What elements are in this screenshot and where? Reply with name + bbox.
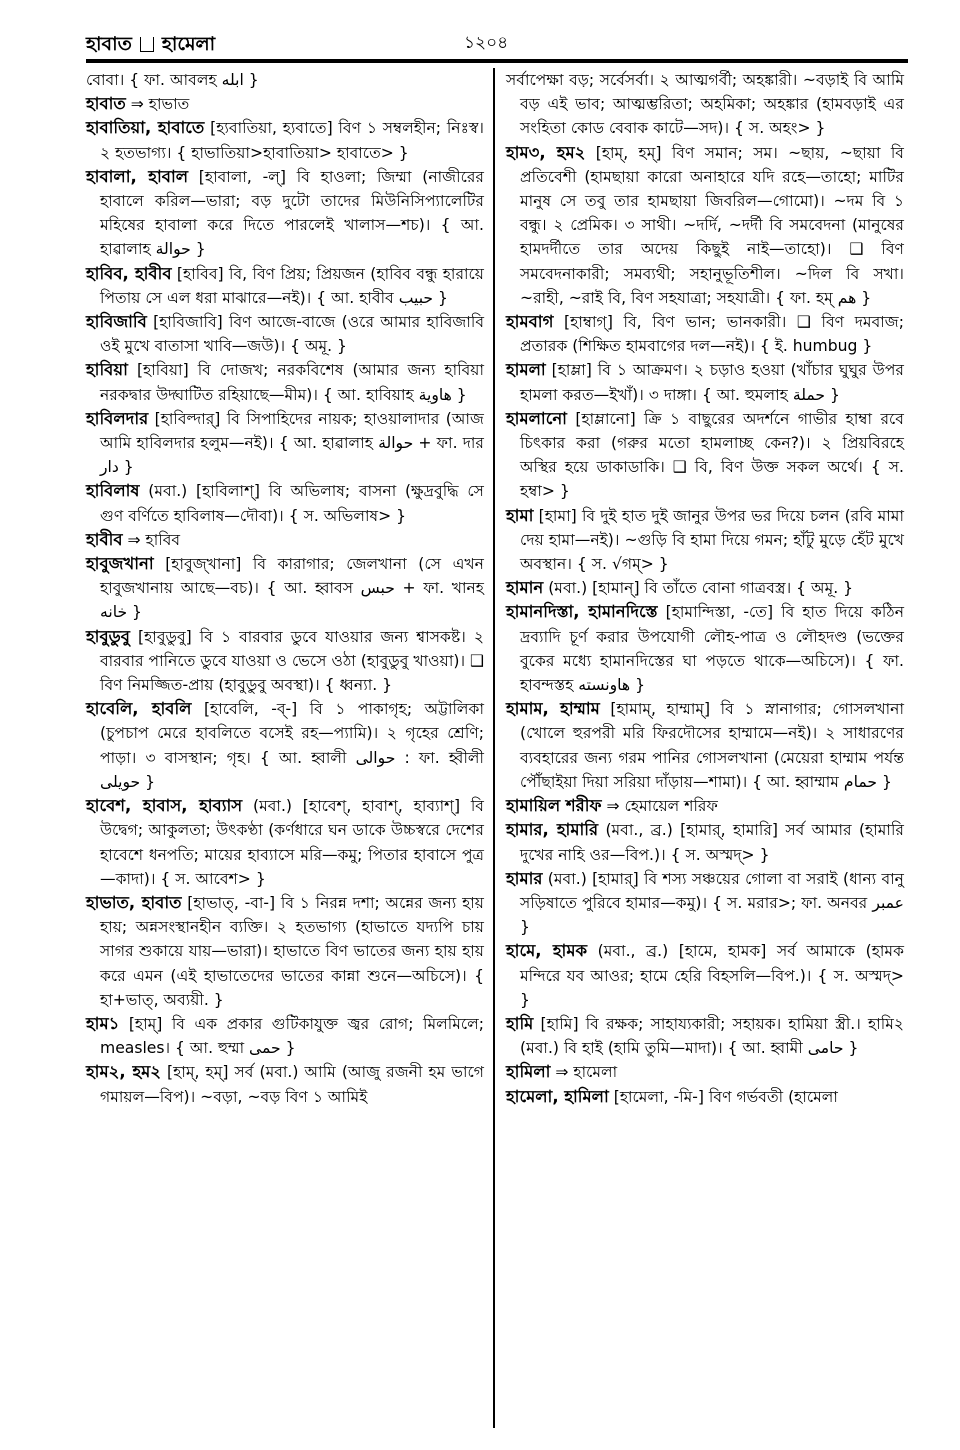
entry-headword: হাবিজাবি bbox=[86, 312, 147, 332]
entry-headword: হাবাত bbox=[86, 94, 126, 114]
entry-definition: [হামান্দিস্তা, -তে] বি হাত দিয়ে কঠিন দ্রব্যাদি চূর্ণ করার উপযোগী লৌহ-পাত্র ও লৌহদণ্ড (ভক্তের বুকের মধ্যে হামানদিস্তের ঘা পড়তে থাকে—অচিসে)। { ফা. হাবন্দস্তহ هاونسته } bbox=[520, 603, 904, 695]
entry-headword: হামা bbox=[506, 505, 534, 525]
entry-definition: (মবা.) [হাবেশ্, হাবাশ্, হাব্যাশ্] বি উদ্বেগ; আকুলতা; উৎকণ্ঠা (কর্ণধারে ঘন ডাকে উচ্চস্বরে দেশের হাবেশে ধনপতি; মায়ের হাব্যাসে মরি—কমু; পিতার হাবাসে পুত্র—কাদা)। { স. আবেশ> } bbox=[100, 797, 484, 888]
entry-headword: হামবাগ bbox=[506, 312, 554, 332]
entry-headword: হাম৩, হম২ bbox=[506, 142, 586, 162]
entry-definition: সর্বাপেক্ষা বড়; সর্বেসর্বা। ২ আত্মগর্বী; অহঙ্কারী। ~বড়াই বি আমি বড় এই ভাব; আত্মম্ভরিতা; অহমিকা; অহঙ্কার (হামবড়াই এর সংহিতা কোড বেবাক কাটে—সদ)। { স. অহং> } bbox=[506, 71, 904, 138]
entry-definition: [হাবেলি, -ব্-] বি ১ পাকাগৃহ; অট্টালিকা (চুপচাপ মেরে হাবলিতে বসেই রহ—প্যামি)। ২ গৃহের শ্রেণি; পাড়া। ৩ বাসস্থান; গৃহ। { আ. হ্বালী حوالی : ফা. হ্বীলী حويلی } bbox=[100, 700, 484, 791]
page-number: ১২০৪ bbox=[464, 33, 509, 53]
entry-definition: [হামা] বি দুই হাত দুই জানুর উপর ভর দিয়ে চলন (রবি মামা দেয় হামা—নই)। ~গুড়ি বি হামা দিয়ে গমন; হাঁটু মুড়ে হেঁট মুখে অবস্থান। { স. √গম্> } bbox=[520, 506, 904, 574]
entry-headword: হামলানো bbox=[506, 408, 567, 428]
dictionary-entry bbox=[86, 358, 484, 406]
entry-headword: হামেলা, হামিলা bbox=[506, 1086, 609, 1106]
entry-headword: হামি bbox=[506, 1013, 534, 1033]
dictionary-entry bbox=[86, 165, 484, 262]
dictionary-entry bbox=[86, 68, 484, 92]
entry-headword: হাবেলি, হাবলি bbox=[86, 699, 192, 719]
right-column bbox=[506, 68, 904, 1109]
dictionary-entry bbox=[506, 504, 904, 577]
dictionary-entry bbox=[86, 625, 484, 698]
entry-headword: হামার bbox=[506, 868, 543, 888]
header-rule bbox=[86, 59, 908, 63]
entry-headword: হাবীব bbox=[86, 529, 123, 549]
left-column bbox=[86, 68, 484, 1109]
entry-headword: হামে, হামক bbox=[506, 941, 588, 961]
entry-definition: (মবা.) [হাবিলাশ্] বি অভিলাষ; বাসনা (ক্ষুদ্রবুদ্ধি সে গুণ বর্ণিতে হাবিলাষ—দৌবা)। { স. অভিলাষ> } bbox=[100, 482, 484, 525]
entry-headword: হাবিব, হাবীব bbox=[86, 263, 172, 283]
dictionary-page bbox=[86, 26, 906, 1106]
dictionary-entry bbox=[506, 68, 904, 141]
entry-definition: [হাম্লা] বি ১ আক্রমণ। ২ চড়াও হওয়া (খাঁচার ঘুঘুর উপর হামলা করত—ইখাঁ)। ৩ দাঙ্গা। { আ. হুমলাহ حملة } bbox=[520, 361, 904, 404]
entry-definition: [হাম্বাগ্] বি, বিণ ভান; ভানকারী। ❑ বিণ দমবাজ; প্রতারক (শিক্ষিত হামবাগের দল—নই)। { ই. humbug } bbox=[520, 313, 904, 356]
column-divider bbox=[493, 68, 495, 1428]
dictionary-entry bbox=[86, 891, 484, 1012]
entry-headword: হাবিলাষ bbox=[86, 481, 140, 501]
entry-definition: [হাবুডুবু] বি ১ বারবার ডুবে যাওয়ার জন্য শ্বাসকষ্ট। ২ বারবার পানিতে ডুবে যাওয়া ও ভেসে ওঠা (হাবুডুবু খাওয়া)। ❑ বিণ নিমজ্জিত-প্রায় (হাবুডুবু অবস্থা)। { ধ্বন্যা. } bbox=[100, 627, 484, 695]
entry-headword: হাম২, হম২ bbox=[86, 1062, 161, 1082]
dictionary-entry bbox=[506, 939, 904, 1012]
entry-headword: হামায়িল শরীফ bbox=[506, 796, 602, 816]
dictionary-entry bbox=[86, 552, 484, 625]
dictionary-entry bbox=[86, 407, 484, 480]
entry-definition: [হামি] বি রক্ষক; সাহায্যকারী; সহায়ক। হামিয়া স্ত্রী.। হামি২ (মবা.) বি হাই (হামি তুমি—মাদা)। { আ. হ্বামী حامی } bbox=[520, 1014, 904, 1058]
dictionary-entry bbox=[86, 697, 484, 794]
entry-definition: ⇒ হামেলা bbox=[555, 1063, 618, 1082]
entry-definition: [হাম্, হম্] বিণ সমান; সম। ~ছায়, ~ছায়া বি প্রতিবেশী (হামছায়া কারো অনাহারে যদি রহে—তাহো; মাটির মানুষ সে তবু তার হামছায়া জিবরিল—গোমো)। ~দম বি ১ বন্ধু। ২ প্রেমিক। ৩ সাথী। ~দর্দি, ~দর্দী বি সমবেদনা (মানুষের হামদর্দীতে তার অদেয় কিছুই নাই—তাহো)। ❑ বিণ সমবেদনাকারী; সমব্যথী; সহানুভূতিশীল। ~দিল বি সখা। ~রাহী, ~রাই বি, বিণ সহযাত্রা; সহযাত্রী। { ফা. হম্ هم } bbox=[520, 143, 904, 307]
separator-box-icon bbox=[140, 37, 154, 52]
dictionary-entry bbox=[506, 576, 904, 600]
guide-word-last: হামেলা bbox=[161, 33, 216, 55]
entry-definition: (মবা., ব্র.) [হামার্, হামারি] সর্ব আমার (হামারি দুখের নাহি ওর—বিপ.)। { স. অস্মদ্> } bbox=[520, 821, 904, 864]
dictionary-entry bbox=[506, 697, 904, 794]
dictionary-entry bbox=[506, 818, 904, 866]
entry-headword: হামান bbox=[506, 578, 544, 598]
entry-headword: হাবালা, হাবাল bbox=[86, 166, 189, 186]
dictionary-entry bbox=[86, 262, 484, 310]
dictionary-entry bbox=[506, 1085, 904, 1109]
dictionary-entry bbox=[506, 407, 904, 504]
entry-headword: হামার, হামারি bbox=[506, 820, 599, 840]
entry-definition: [হাবিয়া] বি দোজখ; নরকবিশেষ (আমার জন্য হাবিয়া নরকদ্বার উদ্ঘাটিত রহিয়াছে—মীম)। { আ. হাবিয়াহ هاوية } bbox=[100, 361, 484, 404]
entry-definition: (মবা.) [হামার্] বি শস্য সঞ্চয়ের গোলা বা সরাই (ধান্য বানু সড়িষাতে পুরিবে হামার—কমু)। { স. মরার>; ফা. অনবর عمبر } bbox=[520, 869, 904, 937]
entry-headword: হাবুডুবু bbox=[86, 626, 130, 646]
dictionary-entry bbox=[86, 92, 484, 116]
dictionary-entry bbox=[86, 1060, 484, 1108]
dictionary-entry bbox=[506, 141, 904, 310]
entry-definition: [হাম্] বি এক প্রকার গুটিকাযুক্ত জ্বর রোগ; মিলমিলে; measles। { আ. হুম্মা حمی } bbox=[100, 1014, 484, 1058]
page-header bbox=[86, 26, 906, 58]
guide-words bbox=[86, 30, 215, 62]
entry-headword: হাম১ bbox=[86, 1013, 120, 1033]
entry-headword: হামিলা bbox=[506, 1062, 551, 1082]
entry-definition: [হাবুজ্খানা] বি কারাগার; জেলখানা (সে এখন হাবুজখানায় আছে—বচ)। { আ. হ্বাবস حبس + ফা. খানহ خانه } bbox=[100, 555, 485, 622]
dictionary-entry bbox=[506, 1060, 904, 1084]
dictionary-entry bbox=[86, 1012, 484, 1060]
entry-definition: (মবা., ব্র.) [হামে, হামক] সর্ব আমাকে (হামক মন্দিরে যব আওর; হামে হেরি বিহসলি—বিপ.)। { স. অস্মদ্> } bbox=[520, 942, 904, 1009]
entry-definition: [হাবিব] বি, বিণ প্রিয়; প্রিয়জন (হাবিব বন্ধু হারায়ে পিতায় সে এল ধরা মাঝারে—নই)। { আ. হাবীব حبيب } bbox=[100, 264, 484, 307]
dictionary-entry bbox=[86, 116, 484, 164]
entry-headword: হামাম, হাম্মাম bbox=[506, 699, 600, 719]
dictionary-entry bbox=[86, 479, 484, 527]
entry-definition: [হ্যবাতিয়া, হ্যবাতে] বিণ ১ সম্বলহীন; নিঃস্ব। ২ হতভাগ্য। { হাভাতিয়া>হাবাতিয়া> হাবাতে> } bbox=[100, 119, 484, 162]
entry-definition: (মবা.) [হামান্] বি তাঁতে বোনা গাত্রবস্ত্র। { অমূ. } bbox=[548, 579, 854, 598]
entry-definition: [হাভাত্, -বা-] বি ১ নিরন্ন দশা; অন্নের জন্য হায় হায়; অন্নসংস্থানহীন ব্যক্তি। ২ হতভাগ্য (হাভাতে যদ্যপি চায় সাগর শুকায়ে যায়—ভারা)। হাভাতে বিণ ভাতের জন্য হায় হায় করে এমন (এই হাভাতেদের ভাতের কান্না শুনে—অচিসে)। { হা+ভাত্, অব্যয়ী. } bbox=[100, 893, 484, 1009]
dictionary-entry bbox=[86, 310, 484, 358]
dictionary-entry bbox=[506, 310, 904, 358]
entry-definition: [হাম্, হম্] সর্ব (মবা.) আমি (আজু রজনী হম ভাগে গমায়ল—বিপ)। ~বড়া, ~বড় বিণ ১ আমিই bbox=[100, 1063, 484, 1106]
entry-headword: হাবাতিয়া, হাবাতে bbox=[86, 118, 205, 138]
guide-word-first: হাবাত bbox=[86, 33, 132, 55]
dictionary-entry bbox=[506, 600, 904, 697]
entry-headword: হাবিলদার bbox=[86, 408, 149, 428]
entry-definition: ⇒ হাভাত bbox=[130, 95, 190, 114]
entry-definition: [হামেলা, -মি-] বিণ গর্ভবতী (হামেলা bbox=[613, 1087, 838, 1106]
entry-definition: বোবা। { ফা. আবলহ ابله } bbox=[86, 71, 259, 89]
entry-headword: হামলা bbox=[506, 360, 546, 380]
entry-headword: হাভাত, হাবাত bbox=[86, 892, 182, 912]
dictionary-entry bbox=[86, 528, 484, 552]
dictionary-entry bbox=[506, 867, 904, 940]
entry-definition: [হাবালা, -ল্] বি হাওলা; জিম্মা (নাজীরের হাবালে করিল—ভারা; বড় দুটো তাদের মিউনিসিপ্যালেটির মহিষের হাবালা করে দিতে পারলেই খালাস—শচ)। { আ. হাৱালাহ حوالة } bbox=[100, 167, 484, 259]
entry-definition: [হাবিজাবি] বিণ আজে-বাজে (ওরে আমার হাবিজাবি ওই মুখে বাতাসা খাবি—জউ)। { অমূ. } bbox=[100, 313, 484, 356]
entry-definition: [হাবিল্দার্] বি সিপাহিদের নায়ক; হাওয়ালাদার (আজ আমি হাবিলদার হলুম—নই)। { আ. হাৱালাহ حوالة + ফা. দার دار } bbox=[100, 409, 484, 477]
entry-headword: হাবেশ, হাবাস, হাব্যাস bbox=[86, 796, 243, 816]
dictionary-entry bbox=[506, 358, 904, 406]
entry-headword: হাবিয়া bbox=[86, 360, 128, 380]
entry-definition: ⇒ হেমায়েল শরিফ bbox=[606, 797, 718, 816]
entry-definition: ⇒ হাবিব bbox=[127, 530, 181, 549]
dictionary-entry bbox=[506, 794, 904, 818]
entry-definition: [হামাম্, হাম্মাম্] বি ১ স্নানাগার; গোসলখানা (খোলে হুরপরী মরি ফিরদৌসের হাম্মামে—নই)। ২ সাধারণের ব্যবহারের জন্য গরম পানির গোসলখানা (মেয়েরা হাম্মাম পর্যন্ত পৌঁছাইয়া দিয়া সরিয়া দাঁড়ায়—শামা)। { আ. হ্বাম্মাম حمام } bbox=[520, 700, 904, 791]
entry-headword: হাবুজখানা bbox=[86, 554, 154, 574]
dictionary-entry bbox=[86, 794, 484, 891]
dictionary-entry bbox=[506, 1012, 904, 1060]
entry-headword: হামানদিস্তা, হামানদিস্তে bbox=[506, 602, 658, 622]
entry-definition: [হাম্লানো] ক্রি ১ বাছুরের অদর্শনে গাভীর হাম্বা রবে চিৎকার করা (গরুর মতো হামলাচ্ছ কেন?)। ২ প্রিয়বিরহে অস্থির হয়ে ডাকাডাকি। ❑ বি, বিণ উক্ত সকল অর্থে। { স. হম্বা> } bbox=[520, 409, 904, 501]
